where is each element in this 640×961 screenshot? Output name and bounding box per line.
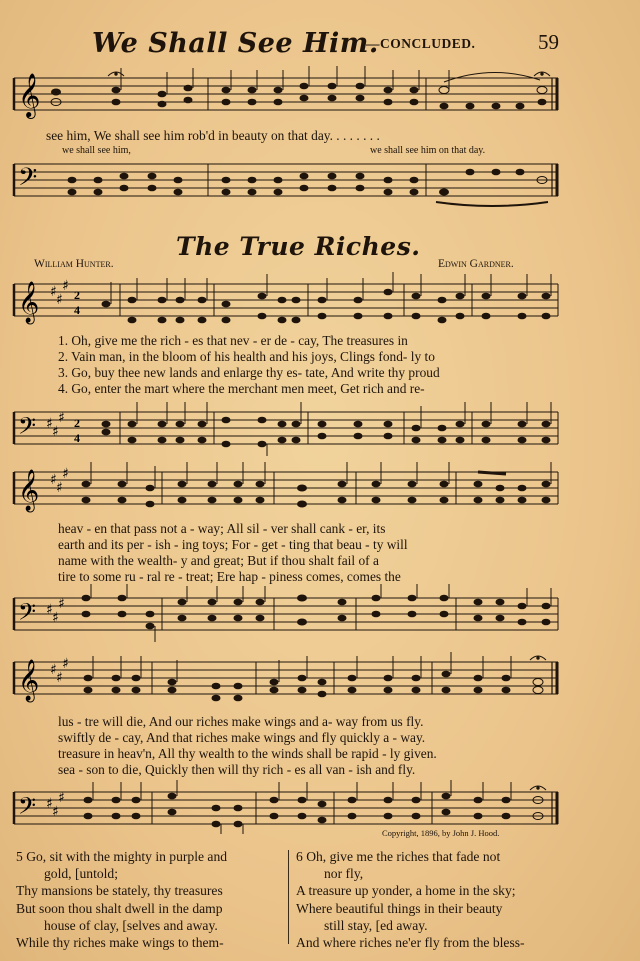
system2-treble-staff <box>12 458 560 520</box>
svg-text:♯: ♯ <box>56 480 63 496</box>
system2-lyric-verse4: tire to some ru - ral re - treat; Ere hap - piness comes, comes the <box>58 569 401 584</box>
system3-lyric-verse3: treasure in heav'n, All thy wealth to the winds shall be rapid - ly given. <box>58 746 437 761</box>
top-bass-staff <box>12 156 560 210</box>
page-number: 59 <box>538 30 559 54</box>
system2-bass-staff <box>12 584 560 644</box>
svg-text:♯: ♯ <box>50 472 57 488</box>
svg-text:𝄢: 𝄢 <box>18 163 38 198</box>
system1-treble-staff <box>12 270 560 334</box>
verse-5-line: house of clay, [selves and away. <box>44 917 218 933</box>
svg-text:2: 2 <box>74 288 80 302</box>
verse-6-line: Where beautiful things in their beauty <box>296 900 503 916</box>
svg-text:♯: ♯ <box>56 670 63 686</box>
svg-text:♯: ♯ <box>46 796 53 812</box>
svg-text:♯: ♯ <box>58 596 65 612</box>
verse-6-line: A treasure up yonder, a home in the sky; <box>296 883 516 899</box>
svg-text:𝄞: 𝄞 <box>18 282 40 323</box>
svg-text:𝄢: 𝄢 <box>18 412 37 445</box>
verse-6-line: And where riches ne'er fly from the bless- <box>296 934 525 950</box>
verse-divider <box>288 850 289 944</box>
system2-lyric-verse2: earth and its per - ish - ing toys; For - get - ting that beau - ty will <box>58 537 408 552</box>
svg-text:♯: ♯ <box>52 424 59 440</box>
svg-text:4: 4 <box>74 431 80 445</box>
verse-6-line: nor fly, <box>324 866 364 882</box>
top-system-lyric-small-left: we shall see him, <box>62 145 131 156</box>
system1-lyric-verse1: 1. Oh, give me the rich - es that nev - er de - cay, The treasures in <box>58 333 408 348</box>
concluded-label: —CONCLUDED. <box>366 36 476 51</box>
verse-5-block <box>16 848 227 951</box>
system1-bass-staff <box>12 398 560 458</box>
svg-text:♯: ♯ <box>58 410 65 426</box>
verse-6-line: still stay, [ed away. <box>324 917 428 933</box>
verse-5-line: 5 Go, sit with the mighty in purple and <box>16 849 228 864</box>
system3-lyric-verse1: lus - tre will die, And our riches make wings and a- way from us fly. <box>58 714 424 729</box>
svg-text:♯: ♯ <box>52 804 59 820</box>
system2-lyric-verse1: heav - en that pass not a - way; All sil - ver shall cank - er, its <box>58 521 386 536</box>
verse-5-line: gold, [untold; <box>44 866 119 882</box>
svg-text:♯: ♯ <box>62 466 69 482</box>
system3-treble-staff <box>12 648 560 710</box>
copyright-notice: Copyright, 1896, by John J. Hood. <box>382 828 500 838</box>
svg-text:4: 4 <box>74 303 80 317</box>
svg-text:♯: ♯ <box>58 790 65 806</box>
system3-lyric-verse4: sea - son to die, Quickly then will thy rich - es all van - ish and fly. <box>58 762 416 777</box>
verse-5-line: While thy riches make wings to them- <box>16 934 224 950</box>
svg-text:𝄞: 𝄞 <box>18 660 40 701</box>
hymn-title: The True Riches. <box>176 232 421 261</box>
system1-lyric-verse4: 4. Go, enter the mart where the merchant men meet, Get rich and re- <box>58 381 425 396</box>
hymn-composer: Edwin Gardner. <box>438 258 514 270</box>
svg-text:♯: ♯ <box>52 610 59 626</box>
verse-5-line: Thy mansions be stately, thy treasures <box>16 883 223 899</box>
top-system-lyric: see him, We shall see him rob'd in beauty on that day. . . . . . . . <box>46 128 380 143</box>
system3-lyric-verse2: swiftly de - cay, And that riches make wings and fly quickly a - way. <box>58 730 426 745</box>
svg-text:𝄢: 𝄢 <box>18 792 37 825</box>
system1-lyric-verse2: 2. Vain man, in the bloom of his health and his joys, Clings fond- ly to <box>58 349 435 364</box>
svg-text:♯: ♯ <box>46 416 53 432</box>
svg-text:♯: ♯ <box>62 278 69 294</box>
verse-5-line: But soon thou shalt dwell in the damp <box>16 900 223 916</box>
verse-6-block <box>296 848 525 951</box>
system1-lyric-verse3: 3. Go, buy thee new lands and enlarge thy es- tate, And write thy proud <box>58 365 440 380</box>
svg-text:𝄢: 𝄢 <box>18 598 37 631</box>
svg-text:♯: ♯ <box>62 656 69 672</box>
continued-hymn-title: We Shall See Him. <box>92 28 379 59</box>
svg-text:𝄞: 𝄞 <box>18 470 40 511</box>
svg-text:♯: ♯ <box>50 662 57 678</box>
svg-text:2: 2 <box>74 416 80 430</box>
system2-lyric-verse3: name with the wealth- y and great; But if thou shalt fail of a <box>58 553 379 568</box>
verse-6-line: 6 Oh, give me the riches that fade not <box>296 849 501 864</box>
svg-text:𝄞: 𝄞 <box>18 73 41 117</box>
top-system-lyric-small-right: we shall see him on that day. <box>370 145 486 156</box>
top-treble-staff <box>12 62 560 128</box>
svg-text:♯: ♯ <box>50 284 57 300</box>
hymn-author: William Hunter. <box>34 258 114 270</box>
svg-text:♯: ♯ <box>46 602 53 618</box>
svg-text:♯: ♯ <box>56 292 63 308</box>
